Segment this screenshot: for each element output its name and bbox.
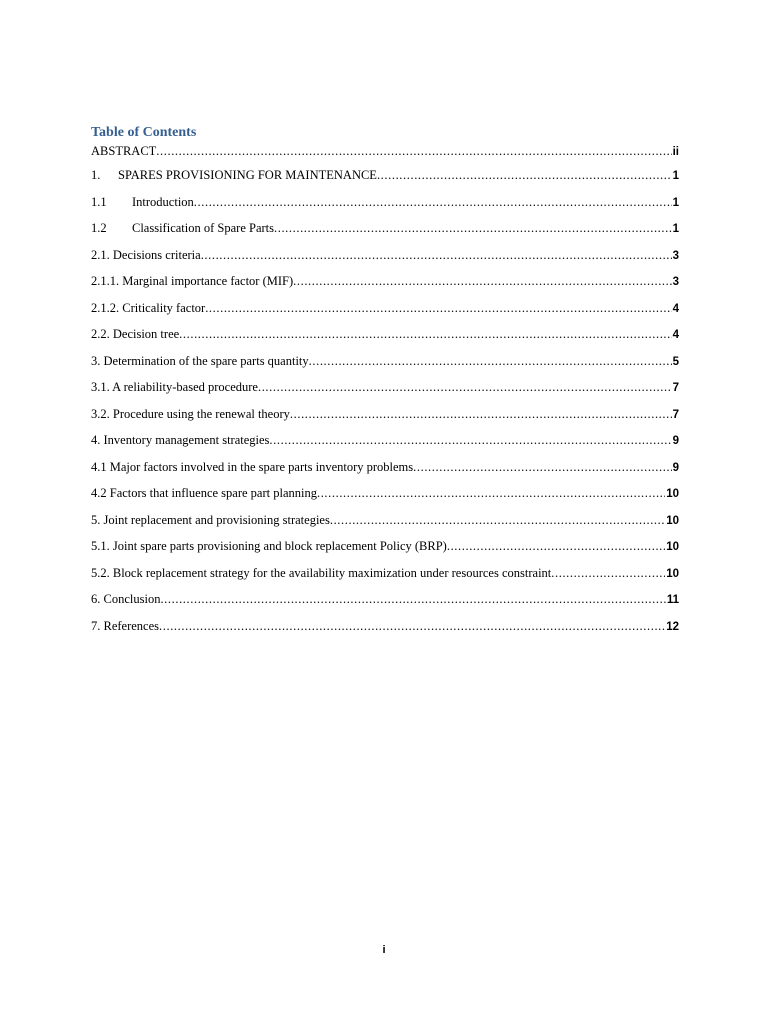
toc-entry-page: 10 (666, 567, 679, 580)
toc-entry-page: 4 (672, 329, 679, 341)
toc-entry-brp[interactable] (91, 539, 679, 566)
toc-entry-inventory-strategies[interactable] (91, 433, 679, 460)
toc-entry-page: 4 (672, 302, 679, 315)
toc-entry-joint-replacement[interactable] (91, 513, 679, 540)
toc-title: Table of Contents (91, 125, 197, 140)
toc-entry-abstract[interactable] (91, 144, 679, 168)
toc-entry-reliability-procedure[interactable] (91, 380, 679, 407)
dot-leader (290, 407, 672, 422)
dot-leader (201, 248, 672, 263)
dot-leader (258, 380, 672, 395)
toc-entry-renewal-theory[interactable] (91, 407, 679, 434)
toc-entry-label: Classification of Spare Parts (132, 221, 274, 235)
dot-leader (159, 619, 665, 634)
toc-entry-page: 11 (666, 594, 679, 606)
dot-leader (317, 486, 665, 501)
toc-entry-label: 3.1. A reliability-based procedure (91, 380, 258, 394)
toc-entry-label: 2.1. Decisions criteria (91, 247, 201, 262)
dot-leader (156, 144, 671, 159)
toc-entry-spare-parts-quantity[interactable] (91, 354, 679, 381)
toc-entry-page: 3 (672, 276, 679, 288)
toc-entry-label: 6. Conclusion (91, 592, 161, 606)
toc-entry-page: 7 (672, 382, 679, 394)
dot-leader (179, 327, 671, 342)
toc-entry-label: 2.2. Decision tree (91, 327, 180, 341)
dot-leader (377, 168, 672, 183)
toc-entry-page: 1 (672, 170, 679, 182)
toc-entries (91, 144, 679, 645)
toc-entry-number: 1. (91, 168, 101, 182)
toc-entry-label: SPARES PROVISIONING FOR MAINTENANCE (118, 168, 377, 182)
toc-entry-introduction[interactable] (91, 195, 679, 222)
toc-entry-page: ii (672, 146, 679, 158)
toc-entry-classification[interactable] (91, 221, 679, 248)
toc-entry-page: 7 (672, 408, 679, 421)
table-of-contents (91, 124, 679, 645)
toc-entry-page: 5 (672, 355, 679, 368)
dot-leader (160, 592, 665, 607)
dot-leader (274, 221, 672, 236)
toc-entry-label: 2.1.2. Criticality factor (91, 300, 206, 315)
toc-entry-page: 10 (666, 541, 679, 553)
toc-entry-number: 1.2 (91, 221, 107, 235)
toc-entry-decision-tree[interactable] (91, 327, 679, 354)
dot-leader (205, 301, 671, 316)
toc-entry-page: 10 (666, 514, 679, 527)
toc-entry-criticality-factor[interactable] (91, 301, 679, 328)
toc-entry-label: 5.1. Joint spare parts provisioning and block replacement Policy (BRP) (91, 539, 447, 553)
toc-entry-page: 9 (672, 435, 679, 447)
toc-entry-label: 7. References (91, 618, 160, 633)
dot-leader (194, 195, 672, 210)
dot-leader (293, 274, 671, 289)
toc-entry-decisions-criteria[interactable] (91, 248, 679, 275)
toc-entry-conclusion[interactable] (91, 592, 679, 619)
toc-entry-major-factors[interactable] (91, 460, 679, 487)
toc-entry-label: 4. Inventory management strategies (91, 433, 270, 447)
toc-entry-label: 3. Determination of the spare parts quantity (91, 353, 309, 368)
toc-entry-label: 2.1.1. Marginal importance factor (MIF) (91, 274, 294, 288)
dot-leader (269, 433, 671, 448)
toc-entry-label: ABSTRACT (91, 144, 157, 158)
toc-entry-mif[interactable] (91, 274, 679, 301)
dot-leader (413, 460, 671, 475)
toc-entry-page: 1 (672, 196, 679, 209)
toc-entry-block-replacement[interactable] (91, 566, 679, 593)
toc-entry-label: 5.2. Block replacement strategy for the availability maximization under resources constraint (91, 565, 552, 580)
dot-leader (551, 566, 665, 581)
toc-entry-references[interactable] (91, 619, 679, 646)
dot-leader (447, 539, 665, 554)
toc-entry-page: 9 (672, 461, 679, 474)
dot-leader (330, 513, 665, 528)
toc-entry-label: 4.1 Major factors involved in the spare parts inventory problems (91, 459, 414, 474)
footer-page-number: i (382, 944, 386, 956)
toc-entry-page: 3 (672, 249, 679, 262)
toc-entry-label: 4.2 Factors that influence spare part planning (91, 486, 317, 500)
toc-entry-page: 1 (672, 223, 679, 235)
toc-entry-page: 12 (666, 620, 679, 633)
toc-entry-label: 5. Joint replacement and provisioning strategies (91, 512, 330, 527)
toc-entry-planning-factors[interactable] (91, 486, 679, 513)
dot-leader (309, 354, 672, 369)
toc-entry-spares-provisioning[interactable] (91, 168, 679, 195)
toc-entry-number: 1.1 (91, 194, 107, 209)
toc-entry-label: 3.2. Procedure using the renewal theory (91, 406, 290, 421)
toc-entry-page: 10 (666, 488, 679, 500)
toc-entry-label: Introduction (132, 194, 194, 209)
